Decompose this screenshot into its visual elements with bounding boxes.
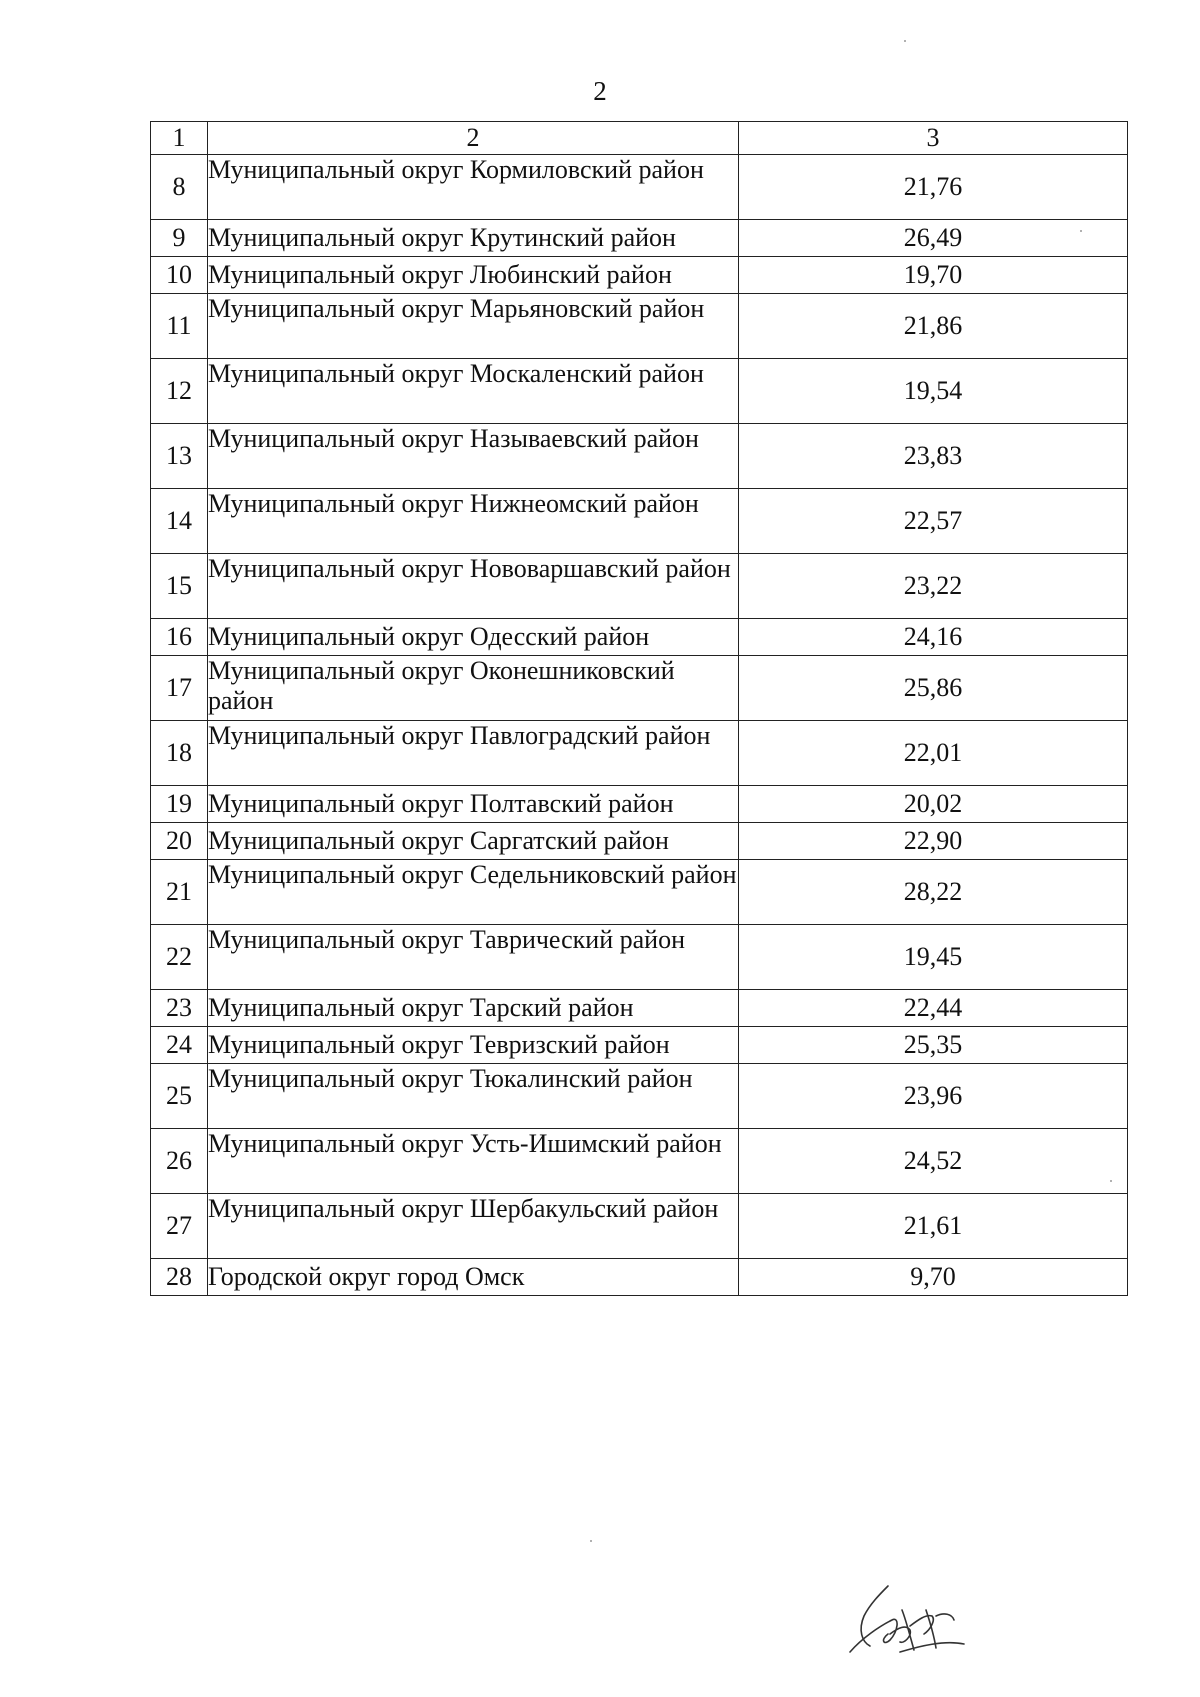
row-value: 24,52 [739,1129,1128,1194]
row-value: 22,90 [739,823,1128,860]
table-row [151,1027,1128,1064]
district-name: Муниципальный округ Кормиловский район [208,155,739,220]
scan-speck [590,1540,592,1542]
row-value: 22,57 [739,489,1128,554]
scan-speck [1110,1180,1112,1182]
table-row [151,925,1128,990]
district-name: Муниципальный округ Тюкалинский район [208,1064,739,1129]
data-table [150,121,1128,1296]
district-name: Муниципальный округ Марьяновский район [208,294,739,359]
row-number: 25 [151,1064,208,1129]
row-value: 23,22 [739,554,1128,619]
table-row [151,257,1128,294]
row-value: 23,96 [739,1064,1128,1129]
district-name: Муниципальный округ Таврический район [208,925,739,990]
district-name: Муниципальный округ Любинский район [208,257,739,294]
district-name: Муниципальный округ Нововаршавский район [208,554,739,619]
table-row [151,155,1128,220]
row-number: 12 [151,359,208,424]
table-row [151,823,1128,860]
table-header-row [151,122,1128,155]
row-number: 28 [151,1259,208,1296]
district-name: Муниципальный округ Шербакульский район [208,1194,739,1259]
row-number: 27 [151,1194,208,1259]
row-value: 25,86 [739,656,1128,721]
district-name: Муниципальный округ Усть-Ишимский район [208,1129,739,1194]
row-value: 25,35 [739,1027,1128,1064]
district-name: Муниципальный округ Полтавский район [208,786,739,823]
row-number: 21 [151,860,208,925]
table-row [151,294,1128,359]
district-name: Муниципальный округ Саргатский район [208,823,739,860]
row-value: 19,45 [739,925,1128,990]
column-header-value: 3 [739,122,1128,155]
row-number: 16 [151,619,208,656]
row-number: 26 [151,1129,208,1194]
table-row [151,359,1128,424]
row-value: 9,70 [739,1259,1128,1296]
district-name: Муниципальный округ Называевский район [208,424,739,489]
district-name: Муниципальный округ Тарский район [208,990,739,1027]
district-name: Муниципальный округ Оконешниковский район [208,656,739,721]
row-value: 19,70 [739,257,1128,294]
district-name: Муниципальный округ Нижнеомский район [208,489,739,554]
table-row [151,1129,1128,1194]
row-number: 23 [151,990,208,1027]
row-value: 22,01 [739,721,1128,786]
row-value: 19,54 [739,359,1128,424]
district-name: Муниципальный округ Тевризский район [208,1027,739,1064]
row-number: 18 [151,721,208,786]
scan-speck [904,40,906,42]
row-number: 9 [151,220,208,257]
row-number: 19 [151,786,208,823]
table-row [151,860,1128,925]
table-row [151,656,1128,721]
district-name: Муниципальный округ Москаленский район [208,359,739,424]
district-name: Муниципальный округ Павлоградский район [208,721,739,786]
row-number: 15 [151,554,208,619]
table-row [151,424,1128,489]
district-name: Муниципальный округ Крутинский район [208,220,739,257]
district-name: Городской округ город Омск [208,1259,739,1296]
row-number: 14 [151,489,208,554]
table-row [151,1064,1128,1129]
table-row [151,619,1128,656]
row-number: 8 [151,155,208,220]
table-row [151,721,1128,786]
table-row [151,220,1128,257]
row-value: 21,86 [739,294,1128,359]
row-number: 17 [151,656,208,721]
page-number: 2 [593,76,607,106]
row-number: 24 [151,1027,208,1064]
row-value: 22,44 [739,990,1128,1027]
table-row [151,1259,1128,1296]
district-name: Муниципальный округ Седельниковский район [208,860,739,925]
column-header-name: 2 [208,122,739,155]
row-value: 26,49 [739,220,1128,257]
scan-speck [1080,230,1082,232]
handwritten-signature-icon [840,1580,970,1670]
column-header-number: 1 [151,122,208,155]
row-value: 23,83 [739,424,1128,489]
table-row [151,554,1128,619]
row-number: 10 [151,257,208,294]
district-name: Муниципальный округ Одесский район [208,619,739,656]
row-value: 28,22 [739,860,1128,925]
row-value: 21,76 [739,155,1128,220]
row-number: 13 [151,424,208,489]
table-row [151,1194,1128,1259]
row-value: 24,16 [739,619,1128,656]
row-number: 22 [151,925,208,990]
row-value: 20,02 [739,786,1128,823]
table-row [151,990,1128,1027]
row-number: 11 [151,294,208,359]
table-row [151,786,1128,823]
row-value: 21,61 [739,1194,1128,1259]
row-number: 20 [151,823,208,860]
table-row [151,489,1128,554]
